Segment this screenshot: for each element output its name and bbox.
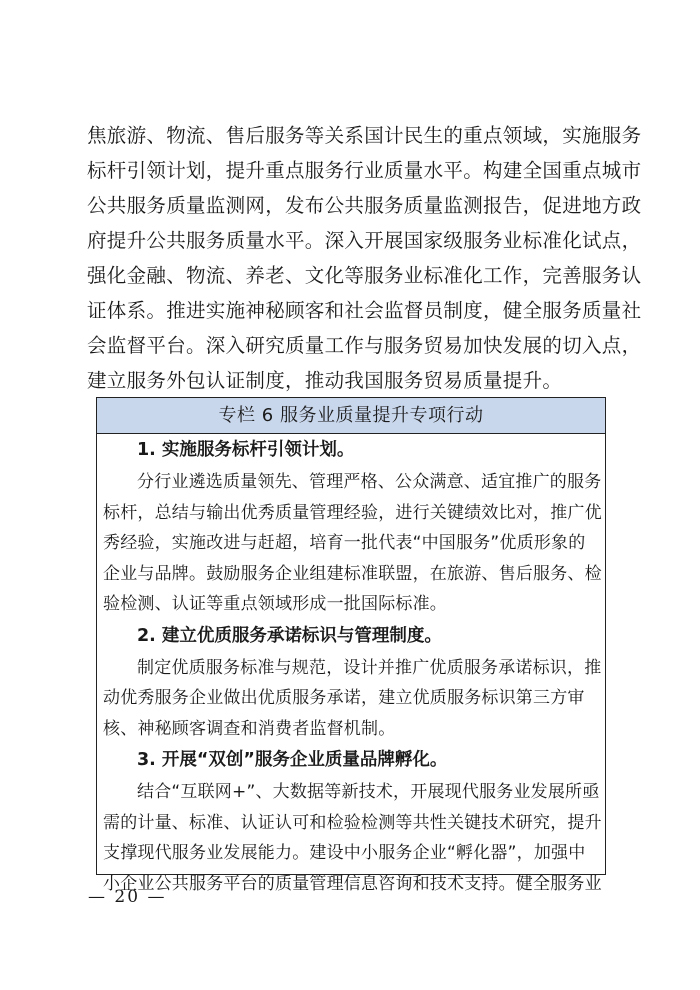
- box-text-line: 需的计量、标准、认证认可和检验检测等共性关键技术研究，提升: [103, 812, 602, 833]
- text-line: 公共服务质量监测网，发布公共服务质量监测报告，促进地方政: [87, 194, 642, 217]
- text-line: 证体系。推进实施神秘顾客和社会监督员制度，健全服务质量社: [87, 299, 642, 322]
- box-text-line: 小企业公共服务平台的质量管理信息咨询和技术支持。健全服务业: [103, 873, 602, 894]
- box-text-line: 结合“互联网+”、大数据等新技术，开展现代服务业发展所亟: [137, 782, 600, 802]
- text-line: 建立服务外包认证制度，推动我国服务贸易质量提升。: [87, 369, 563, 392]
- text-line: 强化金融、物流、养老、文化等服务业标准化工作，完善服务认: [87, 264, 642, 287]
- section-heading: 1. 实施服务标杆引领计划。: [137, 440, 355, 460]
- box-text-line: 企业与品牌。鼓励服务企业组建标准联盟，在旅游、售后服务、检: [103, 563, 602, 584]
- box-title: 专栏 6 服务业质量提升专项行动: [97, 398, 605, 434]
- special-column-box: [96, 397, 606, 894]
- box-text-line: 验检测、认证等重点领域形成一批国际标准。: [103, 594, 447, 614]
- body-paragraph: [87, 118, 642, 398]
- box-text-line: 动优秀服务企业做出优质服务承诺，建立优质服务标识第三方审: [103, 688, 585, 708]
- page-number: — 20 —: [88, 887, 167, 907]
- section-heading: 2. 建立优质服务承诺标识与管理制度。: [137, 625, 442, 646]
- box-content: [97, 434, 605, 899]
- text-line: 标杆引领计划，提升重点服务行业质量水平。构建全国重点城市: [87, 159, 642, 182]
- box-text-line: 核、神秘顾客调查和消费者监督机制。: [103, 718, 396, 739]
- section-heading: 3. 开展“双创”服务企业质量品牌孵化。: [137, 750, 448, 770]
- text-line: 会监督平台。深入研究质量工作与服务贸易加快发展的切入点，: [87, 334, 642, 357]
- box-text-line: 支撑现代服务业发展能力。建设中小服务企业“孵化器”，加强中: [103, 843, 586, 863]
- box-text-line: 制定优质服务标准与规范，设计并推广优质服务承诺标识，推: [137, 657, 602, 678]
- text-line: 府提升公共服务质量水平。深入开展国家级服务业标准化试点，: [87, 229, 642, 252]
- box-text-line: 分行业遴选质量领先、管理严格、公众满意、适宜推广的服务: [137, 472, 602, 492]
- box-text-line: 秀经验，实施改进与赶超，培育一批代表“中国服务”优质形象的: [103, 533, 586, 553]
- text-line: 焦旅游、物流、售后服务等关系国计民生的重点领域，实施服务: [87, 124, 642, 147]
- box-text-line: 标杆，总结与输出优秀质量管理经验，进行关键绩效比对，推广优: [103, 502, 602, 523]
